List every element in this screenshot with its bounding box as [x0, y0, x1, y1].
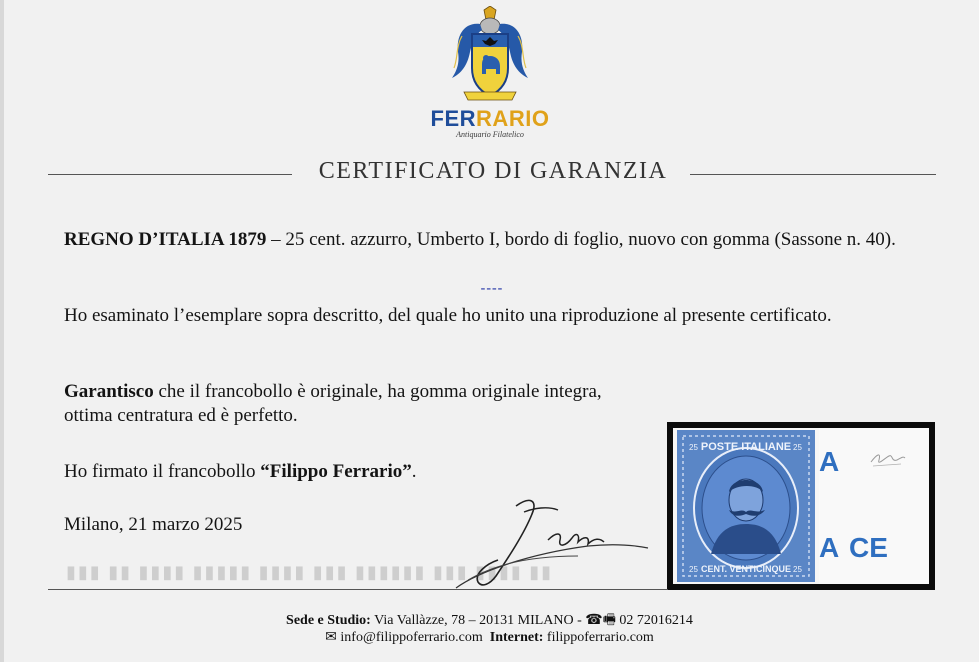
coat-of-arms-icon [450, 6, 530, 102]
signed-text: Ho firmato il francobollo [64, 461, 261, 482]
brand-tagline: Antiquario Filatelico [456, 130, 524, 139]
stamp-body [677, 430, 815, 582]
sheet-margin [819, 428, 929, 584]
guarantee-text: che il francobollo è originale, ha gomma originale integra, [153, 381, 602, 402]
footer-contact-line [0, 629, 979, 646]
separator: ---- [480, 281, 504, 296]
margin-letter-ce: CE [849, 532, 888, 563]
item-title: REGNO D’ITALIA 1879 [64, 229, 267, 250]
title-rule-left [48, 174, 292, 175]
address-label: Sede e Studio: [286, 613, 371, 628]
stamp-image [673, 428, 929, 584]
item-description [64, 228, 920, 252]
pencil-signature-icon [867, 448, 907, 472]
guarantee-statement [64, 380, 764, 428]
certificate-title: CERTIFICATO DI GARANZIA [318, 158, 668, 184]
stamp-top-inscription: POSTE ITALIANE [700, 441, 792, 453]
website-text: filippoferrario.com [543, 630, 654, 645]
signed-name: “Filippo Ferrario” [260, 461, 412, 482]
stamp-value-corner-bl: 25 [689, 565, 698, 574]
brand-name-part1: FER [430, 106, 477, 131]
email-text: info@filippoferrario.com [336, 630, 483, 645]
stamp-reproduction [667, 422, 935, 590]
stamp-value-corner-tl: 25 [689, 443, 698, 452]
umberto-portrait-icon [677, 430, 815, 582]
stamp-value-corner-br: 25 [793, 565, 802, 574]
website-label: Internet: [489, 630, 544, 645]
guarantee-bold: Garantisco [64, 381, 154, 402]
guarantee-text-2: ottima centratura ed è perfetto. [64, 405, 298, 426]
handwritten-signature [438, 492, 658, 592]
envelope-icon: ✉ [325, 630, 337, 645]
item-details: – 25 cent. azzurro, Umberto I, bordo di foglio, nuovo con gomma (Sassone n. 40). [266, 229, 896, 250]
stamp-bottom-inscription: CENT. VENTICINQUE [700, 564, 792, 574]
show-through-line: ▮▮▮ ▮▮ ▮▮▮▮ ▮▮▮▮▮ ▮▮▮▮ ▮▮▮ ▮▮▮▮▮▮ ▮▮▮ ▮▮▮▮ ▮▮ [66, 562, 554, 582]
examined-statement: Ho esaminato l’esemplare sopra descritto, del quale ho unito una riproduzione al presente certificato. [64, 305, 832, 326]
margin-letter-top: A [819, 446, 840, 477]
margin-letter-bottom: A [819, 532, 840, 563]
title-rule-right [690, 174, 936, 175]
signed-statement [64, 460, 624, 484]
footer-rule [48, 589, 668, 590]
title-row [48, 158, 936, 188]
stamp-value-corner-tr: 25 [793, 443, 802, 452]
place-date: Milano, 21 marzo 2025 [64, 514, 243, 535]
ferrario-logo [428, 6, 552, 139]
brand-name-part2: RARIO [476, 106, 550, 131]
address-text: Via Vallàzze, 78 – 20131 MILANO - ☎🖷 02 72016214 [370, 613, 693, 628]
signed-end: . [411, 461, 417, 482]
brand-name [428, 106, 552, 132]
